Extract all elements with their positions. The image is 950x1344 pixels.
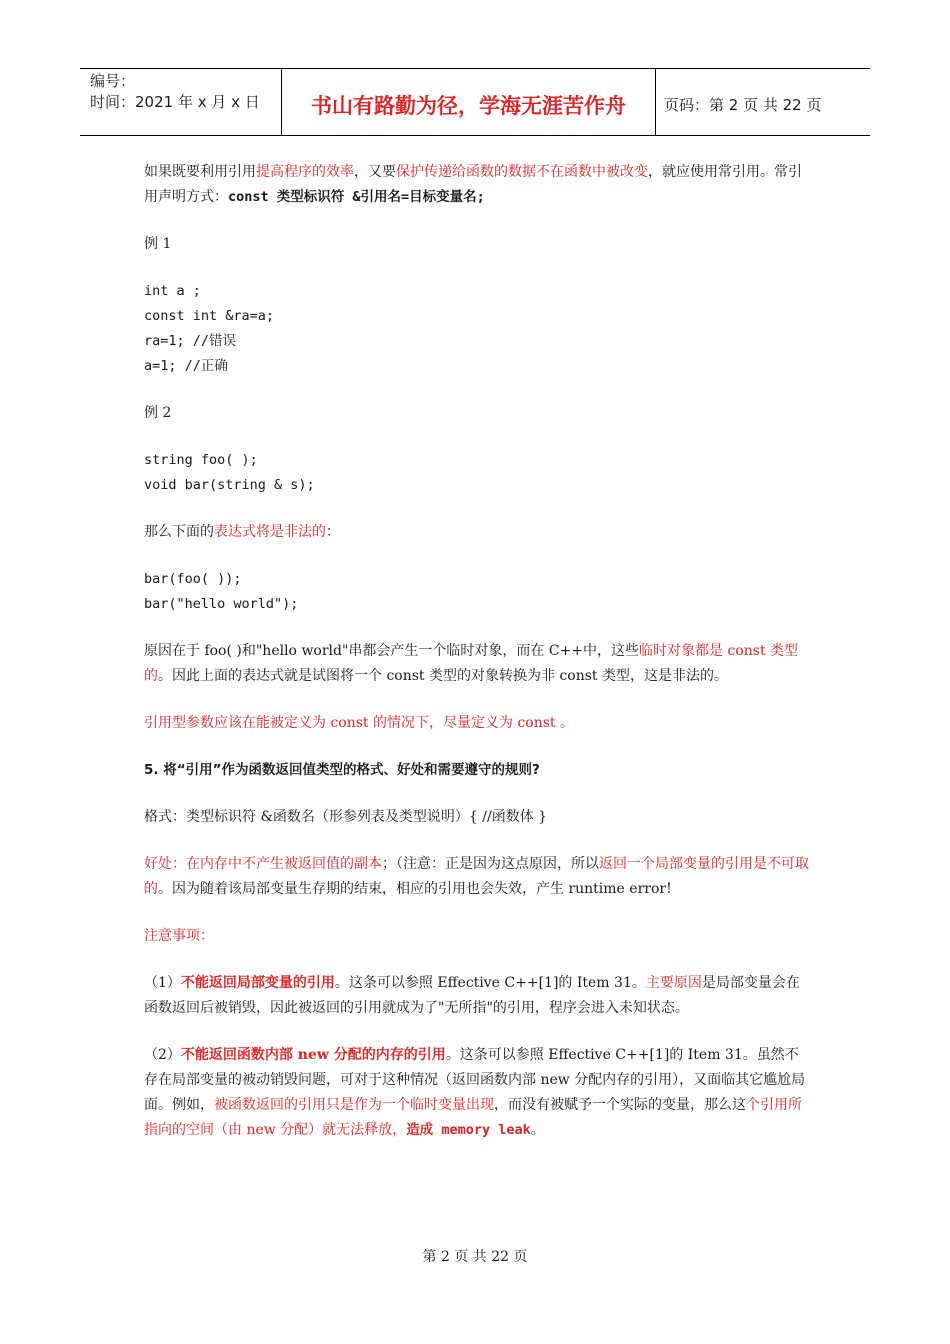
highlight-text: 好处：在内存中不产生被返回值的副本	[144, 856, 382, 872]
text: ；（注意：正是因为这点原因，所以	[382, 856, 599, 872]
text: 。因为随着该局部变量生存期的结束，相应的引用也会失效，产生 runtime error!	[158, 881, 672, 897]
example-2-title: 例 2	[144, 405, 172, 421]
text: 原因在于 foo( )和"hello world"串都会产生一个临时对象，而在 C++中，这些	[144, 643, 640, 659]
syntax-text: const 类型标识符 &引用名=目标变量名;	[228, 189, 485, 205]
question-5-heading: 5. 将“引用”作为函数返回值类型的格式、好处和需要遵守的规则?	[144, 762, 540, 778]
highlight-text: 主要原因	[645, 975, 702, 991]
text: ，又要	[354, 164, 396, 180]
highlight-text: 表达式将是非法的	[214, 524, 326, 540]
document-number: 编号：	[90, 72, 136, 90]
text: 那么下面的	[144, 524, 214, 540]
code-line: string foo( );	[144, 452, 258, 468]
paragraph-reason	[144, 639, 810, 689]
code-line: bar(foo( ));	[144, 571, 242, 587]
highlight-text: 造成 memory leak	[406, 1122, 531, 1138]
text: 。这条可以参照 Effective C++[1]的 Item 31。	[334, 975, 646, 991]
highlight-text: 被函数返回的引用只是作为一个临时变量出现	[214, 1097, 494, 1113]
text: ，就应使用常引用。常引用声明方式：	[144, 164, 802, 205]
code-line: ra=1; //错误	[144, 333, 237, 349]
header-motto: 书山有路勤为径，学海无涯苦作舟	[282, 69, 656, 135]
code-line: const int &ra=a;	[144, 308, 275, 324]
header-page-info: 页码：第 2 页 共 22 页	[664, 95, 822, 114]
text: 。	[530, 1122, 545, 1138]
header-meta	[80, 69, 282, 135]
document-time: 时间：2021 年 x 月 x 日	[90, 93, 260, 111]
paragraph-const-reference	[144, 160, 810, 210]
highlight-text: 提高程序的效率	[256, 164, 354, 180]
code-line: bar("hello world");	[144, 596, 299, 612]
paragraph-format: 格式：类型标识符 &函数名（形参列表及类型说明）{ //函数体 }	[144, 809, 548, 825]
page-footer: 第 2 页 共 22 页	[422, 1249, 528, 1265]
highlight-text: 返回一个局部变量的引用是不可取的	[144, 856, 809, 897]
highlight-text: 保护传递给函数的数据不在函数中被改变	[396, 164, 648, 180]
text: 。这条可以参照 Effective C++[1]的 Item 31。虽然不存在局部变量的被动销毁问题，可对于这种情况（返回函数内部 new 分配内存的引用），又面临其它尴尬局面。例如，	[144, 1047, 806, 1113]
page-header	[80, 68, 870, 136]
text: ，而没有被赋予一个实际的变量，那么这	[494, 1097, 746, 1113]
document-body	[144, 160, 810, 1143]
text: 如果既要利用引用	[144, 164, 256, 180]
text: 是局部变量会在函数返回后被销毁，因此被返回的引用就成为了"无所指"的引用，程序会进入未知状态。	[144, 975, 800, 1016]
note-1	[144, 971, 810, 1021]
paragraph-benefit	[144, 852, 810, 902]
code-line: int a ;	[144, 283, 201, 299]
text: ：	[326, 524, 340, 540]
example-1-title: 例 1	[144, 236, 172, 252]
text: 。因此上面的表达式就是试图将一个 const 类型的对象转换为非 const 类型，这是非法的。	[158, 668, 728, 684]
notes-title: 注意事项：	[144, 928, 214, 944]
code-line: a=1; //正确	[144, 358, 228, 374]
text: （2）	[144, 1047, 181, 1063]
text: （1）	[144, 975, 181, 991]
code-line: void bar(string & s);	[144, 477, 315, 493]
note-2	[144, 1043, 810, 1143]
highlight-text: 不能返回局部变量的引用	[180, 975, 335, 991]
highlight-text: 个引用所指向的空间（由 new 分配）就无法释放，	[144, 1097, 802, 1138]
paragraph-illegal-expression	[144, 520, 810, 545]
highlight-text: 不能返回函数内部 new 分配的内存的引用	[180, 1047, 446, 1063]
paragraph-const-advice: 引用型参数应该在能被定义为 const 的情况下，尽量定义为 const 。	[144, 715, 574, 731]
highlight-text: 临时对象都是 const 类型的	[144, 643, 799, 684]
